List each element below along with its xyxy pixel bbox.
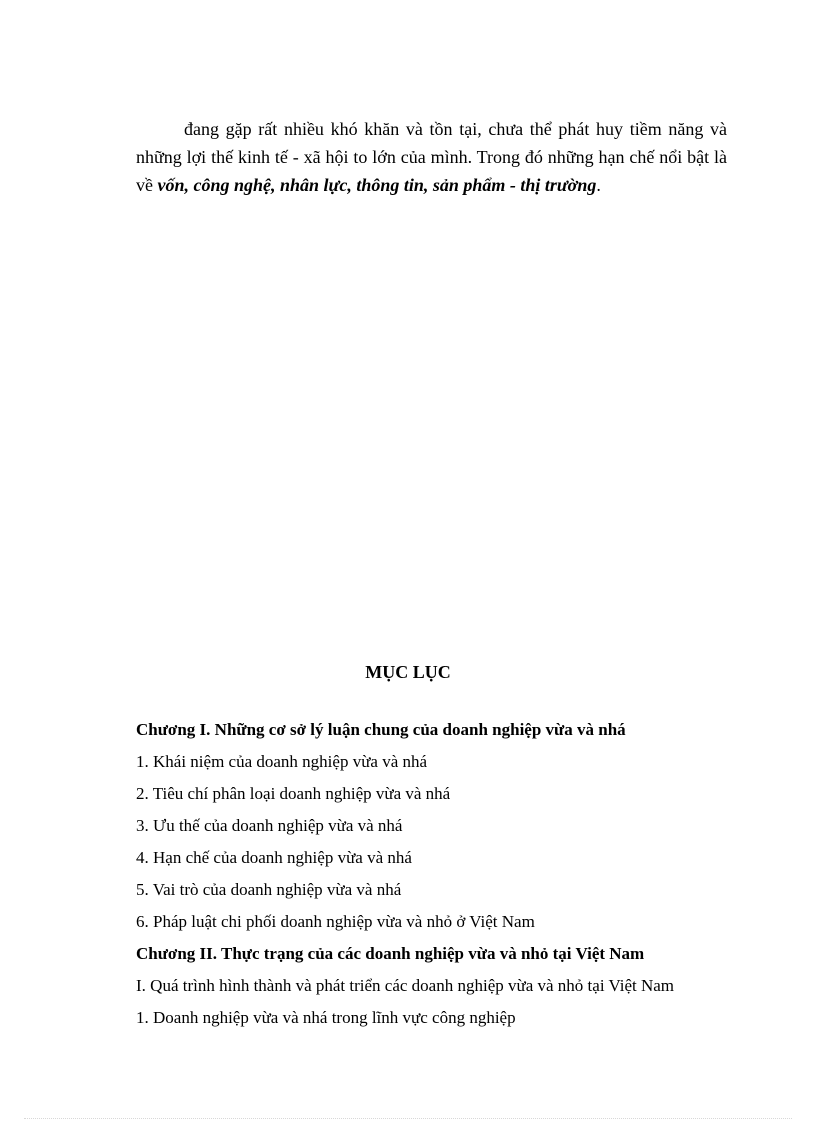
toc-item: 1. Khái niệm của doanh nghiệp vừa và nhá: [136, 752, 428, 771]
toc-item: I. Quá trình hình thành và phát triển các doanh nghiệp vừa và nhỏ tại Việt Nam: [136, 976, 675, 995]
toc-chapter-2: Chương II. Thực trạng của các doanh nghiệp vừa và nhỏ tại Việt Nam: [136, 944, 645, 963]
toc-item: 2. Tiêu chí phân loại doanh nghiệp vừa và nhá: [136, 784, 451, 803]
table-of-contents: [136, 714, 736, 1034]
intro-period: .: [596, 175, 601, 195]
toc-item: 6. Pháp luật chi phối doanh nghiệp vừa và nhỏ ở Việt Nam: [136, 912, 535, 931]
page-bottom-divider: [24, 1118, 792, 1119]
intro-paragraph: [136, 115, 727, 199]
toc-item: 3. Ưu thế của doanh nghiệp vừa và nhá: [136, 816, 403, 835]
toc-title: MỤC LỤC: [365, 662, 451, 682]
intro-emphasis: vốn, công nghệ, nhân lực, thông tin, sản phẩm - thị trường: [157, 175, 597, 195]
toc-item: 1. Doanh nghiệp vừa và nhá trong lĩnh vực công nghiệp: [136, 1008, 516, 1027]
toc-chapter-1: Chương I. Những cơ sở lý luận chung của doanh nghiệp vừa và nhá: [136, 720, 626, 739]
toc-item: 5. Vai trò của doanh nghiệp vừa và nhá: [136, 880, 402, 899]
toc-item: 4. Hạn chế của doanh nghiệp vừa và nhá: [136, 848, 412, 867]
intro-text: đang gặp rất nhiều khó khăn và tồn tại, chưa thể phát huy tiềm năng và những lợi thế kinh tế - xã hội to lớn của mình. Trong đó những hạn chế nổi bật là về: [136, 119, 727, 195]
